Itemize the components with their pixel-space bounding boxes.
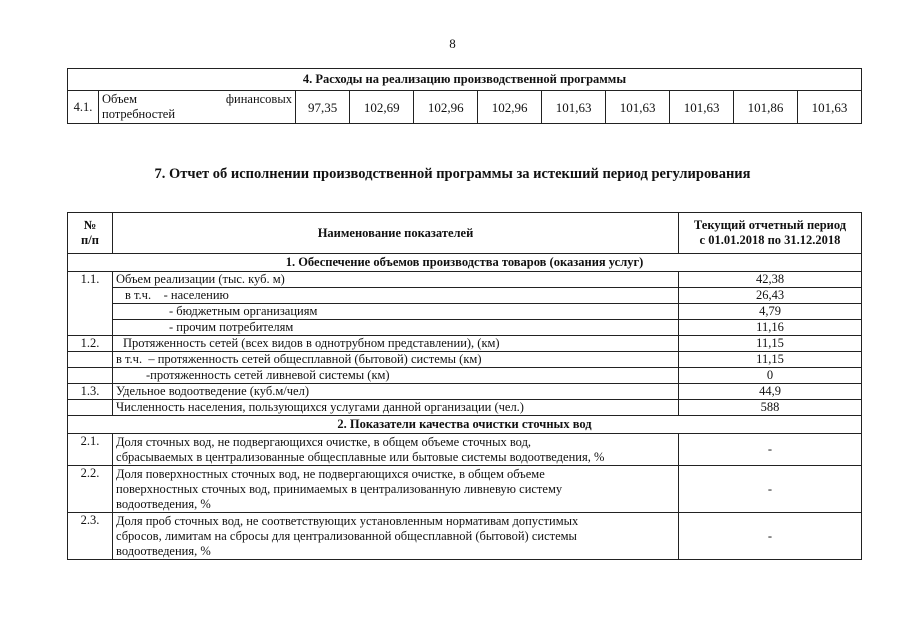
table-row (68, 368, 862, 384)
value-cell: 101,63 (670, 91, 734, 124)
value-cell: 102,96 (414, 91, 478, 124)
table-row (68, 304, 862, 320)
row-name: Объем реализации (тыс. куб. м) (113, 272, 679, 288)
header-num-line2: п/п (81, 233, 99, 247)
value-cell: 101,86 (734, 91, 798, 124)
row-value: - (679, 513, 862, 560)
value-cell: 101,63 (798, 91, 862, 124)
row-value: 0 (679, 368, 862, 384)
row-number (68, 368, 113, 384)
section-title: 1. Обеспечение объемов производства товаров (оказания услуг) (68, 254, 862, 272)
table-row (68, 288, 862, 304)
row-value: 4,79 (679, 304, 862, 320)
table-header-row (68, 213, 862, 254)
row-name (99, 91, 296, 124)
report-table (67, 212, 862, 560)
row-name (113, 466, 679, 513)
table-row (68, 272, 862, 288)
row-name: Численность населения, пользующихся услугами данной организации (чел.) (113, 400, 679, 416)
row-name-word2: финансовых (225, 92, 292, 106)
table-row (68, 352, 862, 368)
header-period-line2: с 01.01.2018 по 31.12.2018 (699, 233, 841, 247)
table-row (68, 320, 862, 336)
row-name-word1: Объем (102, 92, 137, 106)
row-name: -протяженность сетей ливневой системы (км) (113, 368, 679, 384)
row-value: 26,43 (679, 288, 862, 304)
value-cell: 102,96 (478, 91, 542, 124)
row-name-line2: потребностей (102, 107, 176, 121)
header-period (679, 213, 862, 254)
page-number: 8 (449, 36, 456, 51)
row-value: 11,15 (679, 336, 862, 352)
row-name-line: Доля поверхностных сточных вод, не подвергающихся очистке, в общем объеме (116, 466, 545, 481)
table-row (68, 91, 862, 124)
row-number (68, 352, 113, 368)
row-name-line: Доля проб сточных вод, не соответствующих установленным нормативам допустимых (116, 513, 579, 528)
row-value: 11,16 (679, 320, 862, 336)
row-number: 2.2. (68, 466, 113, 513)
row-value: 11,15 (679, 352, 862, 368)
expenses-table (67, 68, 862, 124)
table-row (68, 400, 862, 416)
row-name-line: сбросов, лимитам на сбросы для централизованной общесплавной (бытовой) системы (116, 528, 577, 543)
row-number: 1.3. (68, 384, 113, 400)
table-row (68, 466, 862, 513)
row-number: 1.2. (68, 336, 113, 352)
row-name: Протяженность сетей (всех видов в однотрубном представлении), (км) (113, 336, 679, 352)
header-num (68, 213, 113, 254)
table-row (68, 513, 862, 560)
value-cell: 101,63 (542, 91, 606, 124)
row-value: 588 (679, 400, 862, 416)
row-number (68, 400, 113, 416)
table-row (68, 336, 862, 352)
section-title: 2. Показатели качества очистки сточных вод (68, 416, 862, 434)
row-value: - (679, 466, 862, 513)
row-name (113, 434, 679, 466)
row-name (113, 513, 679, 560)
row-number: 2.1. (68, 434, 113, 466)
expenses-table-title: 4. Расходы на реализацию производственной программы (68, 69, 862, 91)
row-name-line: водоотведения, % (116, 543, 211, 558)
value-cell: 101,63 (606, 91, 670, 124)
row-name: Удельное водоотведение (куб.м/чел) (113, 384, 679, 400)
table-row (68, 384, 862, 400)
table-row (68, 434, 862, 466)
header-period-line1: Текущий отчетный период (693, 218, 847, 232)
header-num-line1: № (83, 218, 97, 232)
header-name: Наименование показателей (113, 213, 679, 254)
row-name-line: Доля сточных вод, не подвергающихся очистке, в общем объеме сточных вод, (116, 434, 532, 449)
row-name: в т.ч. – протяженность сетей общесплавной (бытовой) системы (км) (113, 352, 679, 368)
section-heading: 7. Отчет об исполнении производственной программы за истекший период регулирования (154, 166, 751, 182)
row-number: 1.1. (68, 272, 113, 336)
value-cell: 102,69 (350, 91, 414, 124)
row-value: 42,38 (679, 272, 862, 288)
row-number: 2.3. (68, 513, 113, 560)
row-number: 4.1. (68, 91, 99, 124)
row-name: в т.ч. - населению (113, 288, 679, 304)
row-value: - (679, 434, 862, 466)
row-name: - бюджетным организациям (113, 304, 679, 320)
row-name-line: поверхностных сточных вод, принимаемых в централизованную ливневую систему (116, 481, 563, 496)
row-name-line: водоотведения, % (116, 496, 211, 511)
row-value: 44,9 (679, 384, 862, 400)
row-name: - прочим потребителям (113, 320, 679, 336)
value-cell: 97,35 (296, 91, 350, 124)
row-name-line: сбрасываемых в централизованные общесплавные или бытовые системы водоотведения, % (116, 449, 605, 464)
